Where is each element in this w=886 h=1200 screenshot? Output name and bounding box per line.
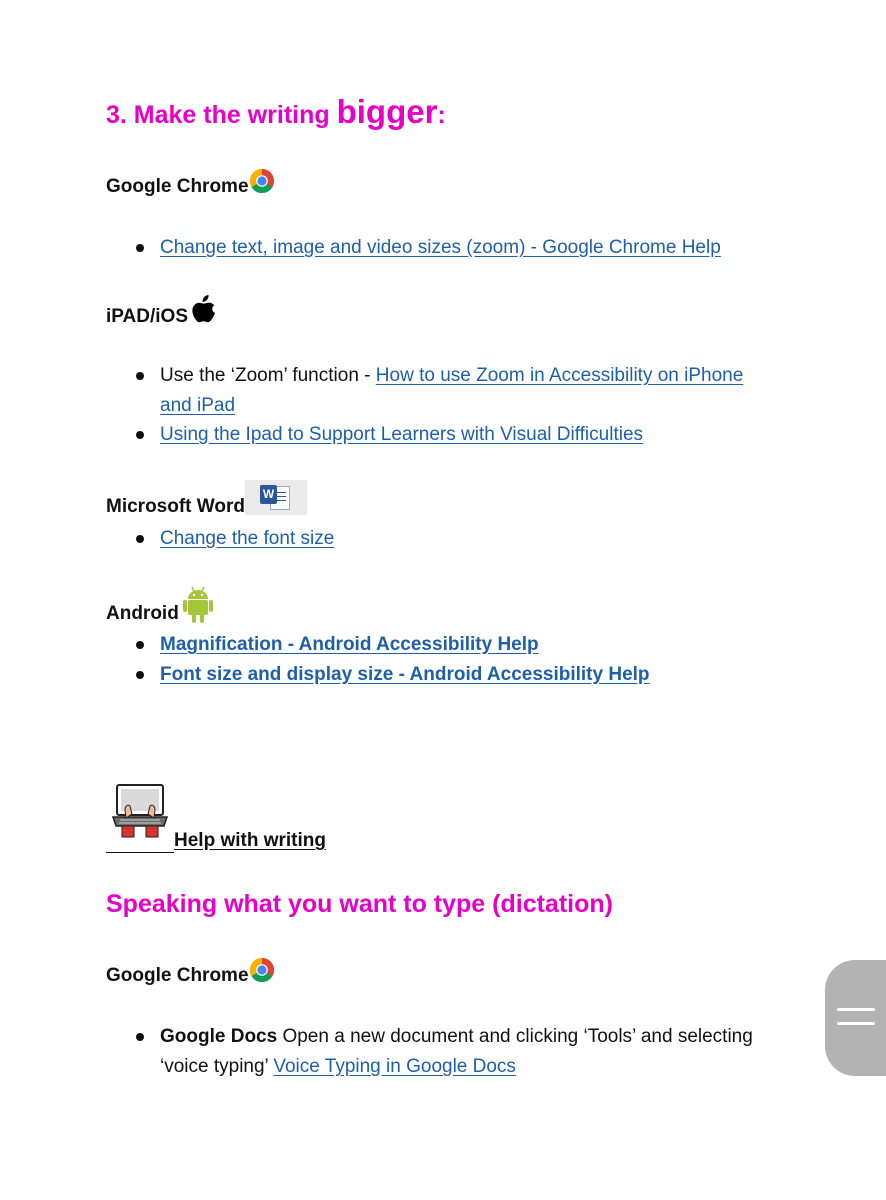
heading-suffix: : <box>437 101 446 129</box>
bullet <box>136 535 144 543</box>
word-icon-line <box>276 492 286 493</box>
handle-grip-line <box>837 1008 875 1011</box>
dictation-chrome-label: Google Chrome <box>106 965 249 986</box>
handle-grip-line <box>837 1022 875 1025</box>
list-item <box>160 630 539 660</box>
list-item <box>160 524 334 554</box>
dictation-heading: Speaking what you want to type (dictation) <box>106 890 613 918</box>
help-writing-underline <box>106 852 174 853</box>
word-icon <box>245 480 307 515</box>
apple-icon <box>192 294 216 324</box>
heading-prefix: 3. Make the writing <box>106 101 337 129</box>
bullet <box>136 1033 144 1041</box>
bullet <box>136 244 144 252</box>
list-item <box>160 420 643 450</box>
voice-typing-link[interactable]: Voice Typing in Google Docs <box>273 1056 516 1077</box>
ipad-item-text: Use the ‘Zoom’ function - <box>160 365 376 386</box>
dictation-item-text-continued: ‘voice typing’ <box>160 1056 274 1077</box>
ipad-visual-difficulties-link[interactable]: Using the Ipad to Support Learners with Visual Difficulties <box>160 424 644 445</box>
android-label: Android <box>106 603 179 624</box>
android-icon <box>182 584 214 624</box>
chrome-icon <box>249 168 275 194</box>
list-item <box>160 1022 753 1052</box>
word-icon-badge: W <box>260 485 277 504</box>
list-item <box>160 660 650 690</box>
list-item-continuation <box>160 1052 516 1082</box>
word-label: Microsoft Word <box>106 496 245 517</box>
zoom-accessibility-link-continued[interactable]: and iPad <box>160 395 236 416</box>
heading-big-word: bigger <box>336 93 438 130</box>
word-icon-line <box>276 500 286 501</box>
chrome-label: Google Chrome <box>106 176 249 197</box>
word-font-size-link[interactable]: Change the font size <box>160 528 335 549</box>
dictation-item-text: Open a new document and clicking ‘Tools’ and selecting <box>277 1026 753 1047</box>
chrome-icon <box>249 957 275 983</box>
section-heading <box>106 92 446 135</box>
help-writing-label: Help with writing <box>174 830 326 851</box>
zoom-accessibility-link[interactable]: How to use Zoom in Accessibility on iPhone <box>375 365 744 386</box>
bullet <box>136 372 144 380</box>
list-item-continuation <box>160 391 235 421</box>
android-font-size-link[interactable]: Font size and display size - Android Accessibility Help <box>160 664 650 685</box>
list-item <box>160 233 721 263</box>
list-item <box>160 361 743 391</box>
bullet <box>136 641 144 649</box>
chrome-zoom-help-link[interactable]: Change text, image and video sizes (zoom) - Google Chrome Help <box>160 237 721 258</box>
typing-laptop-icon <box>112 784 168 838</box>
bullet <box>136 431 144 439</box>
bullet <box>136 671 144 679</box>
ipad-label: iPAD/iOS <box>106 306 188 327</box>
word-icon-line <box>276 496 286 497</box>
google-docs-label: Google Docs <box>160 1026 278 1047</box>
android-magnification-link[interactable]: Magnification - Android Accessibility Help <box>160 634 539 655</box>
scroll-handle[interactable] <box>825 960 886 1076</box>
